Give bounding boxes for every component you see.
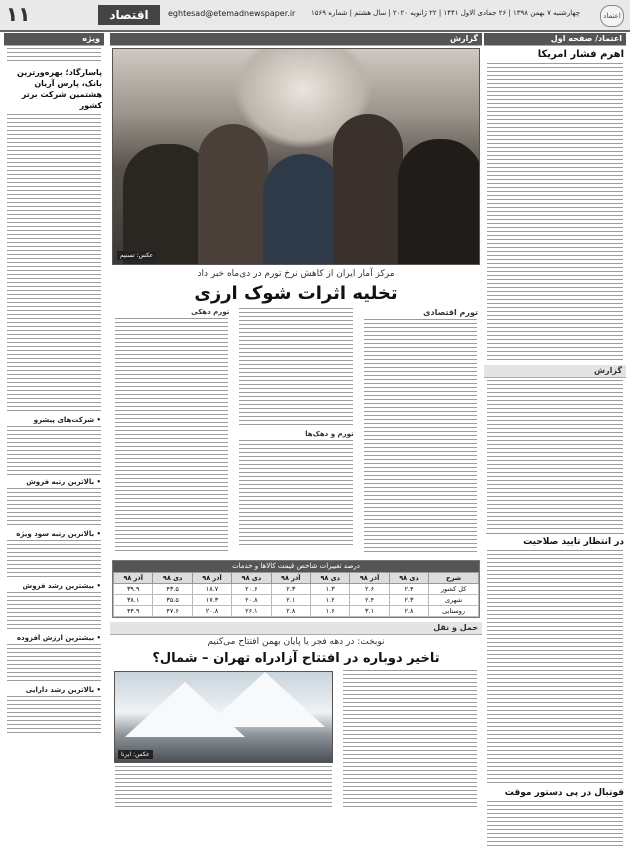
story-qualification-title: در انتظار تایید صلاحیت <box>523 537 624 547</box>
pasargad-story-body <box>7 114 101 414</box>
contact-email: eghtesad@etemadnewspaper.ir <box>168 9 296 18</box>
transport-columns <box>112 668 480 812</box>
section-label: اقتصاد <box>98 5 160 25</box>
left-body-7 <box>7 696 101 736</box>
main-column <box>110 33 482 815</box>
table-header-cell: شرح <box>429 573 479 584</box>
left-body-5 <box>7 592 101 632</box>
right-column <box>484 33 626 815</box>
bazaar-photo <box>112 48 480 265</box>
table-header-cell: آذر ۹۸ <box>271 573 310 584</box>
story-football-body <box>487 801 623 849</box>
left-strip-special: ویژه <box>4 33 104 46</box>
left-column <box>4 33 104 815</box>
main-story-columns <box>112 306 480 556</box>
right-strip-front: اعتماد/ صفحه اول <box>484 33 626 46</box>
left-body-3 <box>7 488 101 528</box>
transport-body-right <box>343 670 477 810</box>
table-title: درصد تغییرات شاخص قیمت کالاها و خدمات <box>113 561 479 572</box>
pasargad-story-title: پاسارگاد؛ بهره‌ورترین بانک، پارس آریان هشتمین شرکت برتر کشور <box>17 68 102 110</box>
highway-snow-photo <box>114 671 333 763</box>
main-body-right <box>364 319 477 554</box>
bullet-top-profit: • بالاترین رتبه سود ویژه <box>16 530 101 538</box>
story-us-leverage-body <box>487 63 623 363</box>
table-header-cell: آذر ۹۸ <box>350 573 389 584</box>
left-body-6 <box>7 644 101 684</box>
main-body-center-2 <box>239 440 352 545</box>
bullet-asset-growth: • بالاترین رشد دارایی <box>25 686 101 694</box>
main-body-center <box>239 308 352 428</box>
subhead-decile-inflation: تورم دهکی <box>191 308 230 316</box>
table-header-cell: آذر ۹۸ <box>192 573 231 584</box>
photo-credit: عکس: تسنیم <box>117 251 156 260</box>
inflation-data-table <box>113 572 479 617</box>
masthead <box>0 0 630 32</box>
divider <box>486 533 624 534</box>
subhead-inflation-econ: تورم اقتصادی <box>423 308 478 317</box>
table-header-row <box>114 573 479 584</box>
bullet-sales-growth: • بیشترین رشد فروش <box>22 582 101 590</box>
newspaper-logo: اعتماد <box>600 5 624 27</box>
transport-headline: تاخیر دوباره در افتتاح آزادراه تهران – شمال؟ <box>152 651 440 666</box>
story-football-title: فوتبال در پی دستور موقت <box>504 788 624 798</box>
table-header-cell: دی ۹۸ <box>311 573 350 584</box>
table-row: کل کشور ۲.۴ ۲.۶ ۱.۳ ۲.۳ ۲۰.۶ ۱۸.۷ ۴۳.۵ ۳۹.۹ <box>114 584 479 595</box>
snow-photo-credit: عکس: ایرنا <box>118 750 153 759</box>
story-qualification-body <box>487 550 623 785</box>
main-kicker: مرکز آمار ایران از کاهش نرخ تورم در دی‌ماه خبر داد <box>197 269 395 279</box>
table-row: شهری ۲.۳ ۲.۴ ۱.۲ ۲.۱ ۲۰.۸ ۱۷.۳ ۳۵.۵ ۳۸.۱ <box>114 595 479 606</box>
subhead-deciles: تورم و دهک‌ها <box>305 430 354 438</box>
table-header-cell: دی ۹۸ <box>232 573 271 584</box>
inflation-table <box>112 560 480 618</box>
main-headline: تخلیه اثرات شوک ارزی <box>194 283 398 304</box>
table-header-cell: آذر ۹۸ <box>114 573 153 584</box>
story-us-leverage-title: اهرم فشار امریکا <box>537 49 624 60</box>
transport-strip: حمل و نقل <box>110 622 482 635</box>
table-header-cell: دی ۹۸ <box>153 573 192 584</box>
bullet-leading-companies: • شرکت‌های پیشرو <box>33 416 101 424</box>
report-body <box>487 380 623 530</box>
left-body-2 <box>7 426 101 476</box>
left-intro <box>7 48 101 64</box>
bullet-value-added: • بیشترین ارزش افزوده <box>16 634 101 642</box>
main-strip-report: گزارش <box>110 33 482 46</box>
left-body-4 <box>7 540 101 580</box>
main-body-left <box>115 318 228 553</box>
table-header-cell: دی ۹۸ <box>389 573 428 584</box>
bullet-top-sales: • بالاترین رتبه فروش <box>26 478 101 486</box>
transport-kicker: نوبخت: در دهه فجر یا پایان بهمن افتتاح می‌کنیم <box>207 637 385 647</box>
date-line: چهارشنبه ۷ بهمن ۱۳۹۸ | ۲۶ جمادی الاول ۱۴۴۱ | ۲۲ ژانویه ۲۰۲۰ | سال هشتم | شماره ۱۵۶۹ <box>311 9 580 17</box>
right-strip-report: گزارش <box>484 365 626 378</box>
table-row: روستایی ۲.۸ ۳.۱ ۱.۶ ۲.۸ ۲۶.۱ ۲۰.۸ ۴۷.۶ ۴۴.۹ <box>114 606 479 617</box>
transport-body-left <box>115 766 332 810</box>
page-number: ۱۱ <box>6 2 31 26</box>
